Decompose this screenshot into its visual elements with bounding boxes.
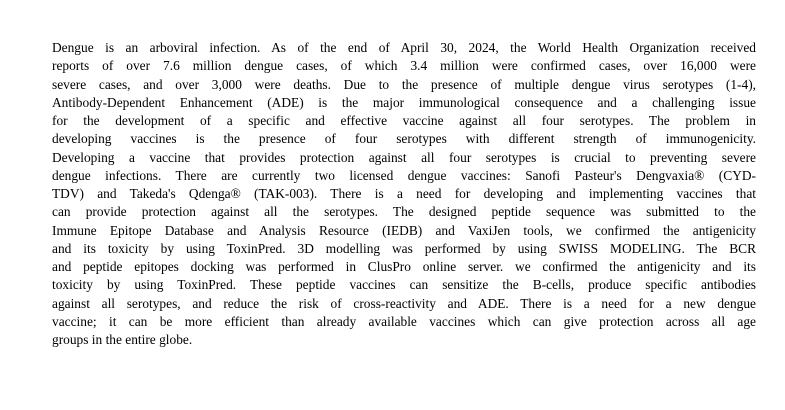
text-line: Developing a vaccine that provides protection against all four serotypes is crucial to preventing severe [52, 149, 756, 165]
text-line: Antibody-Dependent Enhancement (ADE) is the major immunological consequence and a challenging issue [52, 94, 756, 110]
text-line: and peptide epitopes docking was performed in ClusPro online server. we confirmed the antigenicity and its [52, 259, 756, 274]
text-line: toxicity by using ToxinPred. These peptide vaccines can sensitize the B-cells, produce specific antibodies [52, 277, 756, 293]
text-line: Dengue is an arboviral infection. As of the end of April 30, 2024, the World Health Organization received [52, 40, 756, 55]
text-line: Immune Epitope Database and Analysis Resource (IEDB) and VaxiJen tools, we confirmed the antigenicity [52, 222, 756, 238]
text-line: dengue infections. There are currently two licensed dengue vaccines: Sanofi Pasteur's Dengvaxia® (CYD- [52, 167, 756, 183]
text-line: and its toxicity by using ToxinPred. 3D modelling was performed by using SWISS MODELING. The BCR [52, 240, 756, 256]
text-line: TDV) and Takeda's Qdenga® (TAK-003). There is a need for developing and implementing vaccines that [52, 186, 756, 201]
abstract-paragraph [52, 39, 756, 349]
text-line: severe cases, and over 3,000 were deaths. Due to the presence of multiple dengue virus serotypes (1-4), [52, 76, 756, 92]
text-line: developing vaccines is the presence of four serotypes with different strength of immunogenicity. [52, 131, 756, 147]
text-line: for the development of a specific and effective vaccine against all four serotypes. The problem in [52, 113, 756, 128]
text-line: against all serotypes, and reduce the risk of cross-reactivity and ADE. There is a need for a new dengue [52, 295, 756, 311]
text-line: vaccine; it can be more efficient than already available vaccines which can give protection across all age [52, 313, 756, 329]
text-line: reports of over 7.6 million dengue cases, of which 3.4 million were confirmed cases, over 16,000 were [52, 58, 756, 74]
text-line: can provide protection against all the serotypes. The designed peptide sequence was submitted to the [52, 204, 756, 220]
text-line: groups in the entire globe. [52, 332, 193, 347]
